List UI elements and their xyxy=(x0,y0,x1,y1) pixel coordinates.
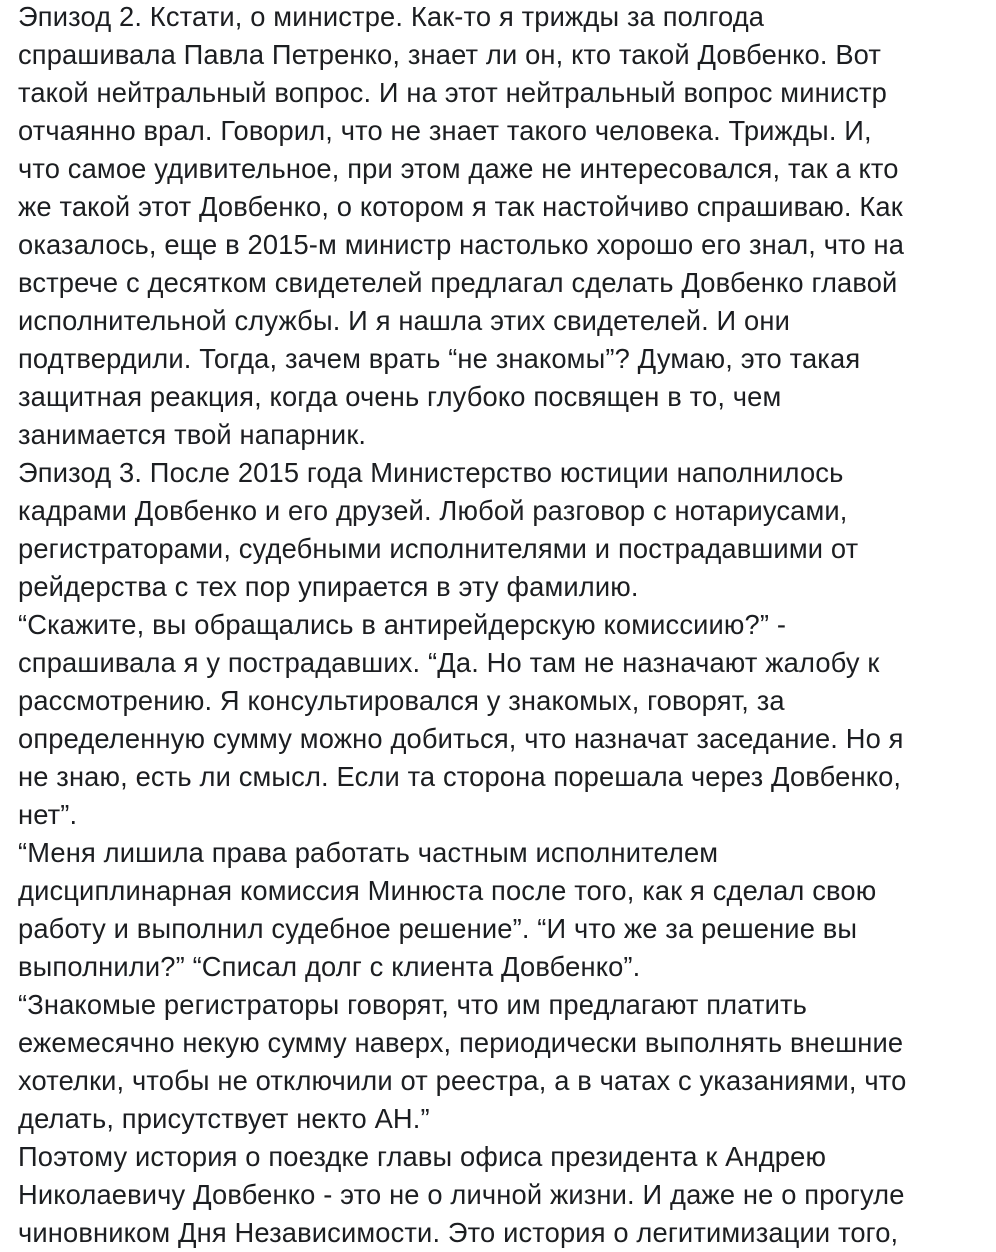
text-line: “Скажите, вы обращались в антирейдерскую комиссиию?” - xyxy=(18,609,787,640)
text-line: занимается твой напарник. xyxy=(18,419,367,450)
text-line: ежемесячно некую сумму наверх, периодически выполнять внешние xyxy=(18,1027,904,1058)
text-line: оказалось, еще в 2015-м министр настолько хорошо его знал, что на xyxy=(18,229,905,260)
paragraph-quote-registrars xyxy=(18,986,996,1138)
paragraph-conclusion xyxy=(18,1138,996,1252)
text-line: отчаянно врал. Говорил, что не знает такого человека. Трижды. И, xyxy=(18,115,872,146)
post-text xyxy=(18,0,996,1252)
text-line: рассмотрению. Я консультировался у знакомых, говорят, за xyxy=(18,685,785,716)
text-line: Эпизод 2. Кстати, о министре. Как-то я трижды за полгода xyxy=(18,1,765,32)
text-line: спрашивала я у пострадавших. “Да. Но там не назначают жалобу к xyxy=(18,647,880,678)
text-line: “Знакомые регистраторы говорят, что им предлагают платить xyxy=(18,989,808,1020)
text-line: защитная реакция, когда очень глубоко посвящен в то, чем xyxy=(18,381,782,412)
text-line: Николаевичу Довбенко - это не о личной жизни. И даже не о прогуле xyxy=(18,1179,905,1210)
text-line: что самое удивительное, при этом даже не интересовался, так а кто xyxy=(18,153,899,184)
text-line: кадрами Довбенко и его друзей. Любой разговор с нотариусами, xyxy=(18,495,848,526)
text-line: Поэтому история о поездке главы офиса президента к Андрею xyxy=(18,1141,827,1172)
text-line: нет”. xyxy=(18,799,78,830)
text-line: регистраторами, судебными исполнителями и пострадавшими от xyxy=(18,533,859,564)
text-line: хотелки, чтобы не отключили от реестра, а в чатах с указаниями, что xyxy=(18,1065,907,1096)
text-line: не знаю, есть ли смысл. Если та сторона порешала через Довбенко, xyxy=(18,761,902,792)
text-line: исполнительной службы. И я нашла этих свидетелей. И они xyxy=(18,305,791,336)
text-line: выполнили?” “Списал долг с клиента Довбенко”. xyxy=(18,951,641,982)
text-line: же такой этот Довбенко, о котором я так настойчиво спрашиваю. Как xyxy=(18,191,903,222)
paragraph-episode-3 xyxy=(18,454,996,606)
text-line: чиновником Дня Независимости. Это история о легитимизации того, xyxy=(18,1217,899,1248)
paragraph-quote-commission xyxy=(18,606,996,834)
text-line: определенную сумму можно добиться, что назначат заседание. Но я xyxy=(18,723,904,754)
paragraph-quote-executor xyxy=(18,834,996,986)
text-line: рейдерства с тех пор упирается в эту фамилию. xyxy=(18,571,639,602)
text-line: “Меня лишила права работать частным исполнителем xyxy=(18,837,719,868)
text-line: делать, присутствует некто АН.” xyxy=(18,1103,430,1134)
paragraph-episode-2 xyxy=(18,0,996,454)
text-line: работу и выполнил судебное решение”. “И что же за решение вы xyxy=(18,913,858,944)
text-line: Эпизод 3. После 2015 года Министерство юстиции наполнилось xyxy=(18,457,844,488)
text-line: спрашивала Павла Петренко, знает ли он, кто такой Довбенко. Вот xyxy=(18,39,882,70)
text-line: встрече с десятком свидетелей предлагал сделать Довбенко главой xyxy=(18,267,898,298)
text-line: подтвердили. Тогда, зачем врать “не знакомы”? Думаю, это такая xyxy=(18,343,861,374)
text-line: такой нейтральный вопрос. И на этот нейтральный вопрос министр xyxy=(18,77,888,108)
text-line: дисциплинарная комиссия Минюста после того, как я сделал свою xyxy=(18,875,877,906)
